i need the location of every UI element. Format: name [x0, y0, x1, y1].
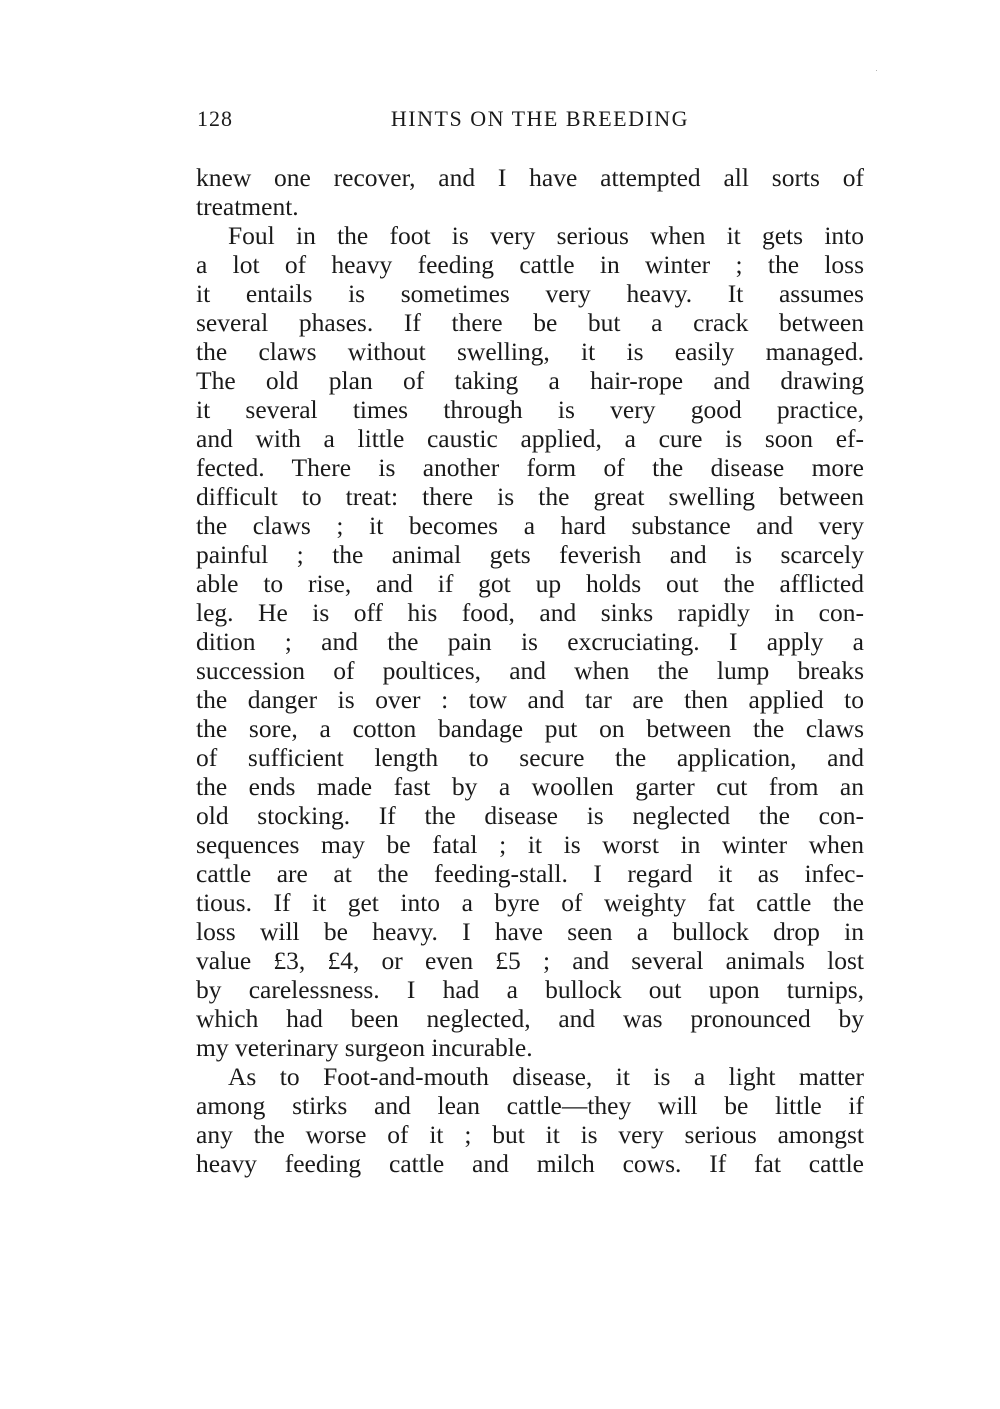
text-line: the claws without swelling, it is easily managed. — [196, 337, 864, 366]
text-line: dition ; and the pain is excruciating. I apply a — [196, 627, 864, 656]
text-line: succession of poultices, and when the lump breaks — [196, 656, 864, 685]
text-line: tious. If it get into a byre of weighty fat cattle the — [196, 888, 864, 917]
text-line: the claws ; it becomes a hard substance and very — [196, 511, 864, 540]
paragraph — [196, 163, 864, 221]
text-line: the sore, a cotton bandage put on between the claws — [196, 714, 864, 743]
text-line: treatment. — [196, 192, 299, 221]
paragraph — [196, 221, 864, 1062]
text-line: several phases. If there be but a crack between — [196, 308, 864, 337]
text-line: leg. He is off his food, and sinks rapidly in con- — [196, 598, 864, 627]
text-line: As to Foot-and-mouth disease, it is a light matter — [228, 1062, 864, 1091]
text-line: knew one recover, and I have attempted all sorts of — [196, 163, 864, 192]
page-header — [197, 106, 863, 136]
text-line: among stirks and lean cattle—they will be little if — [196, 1091, 864, 1120]
text-line: value £3, £4, or even £5 ; and several animals lost — [196, 946, 864, 975]
text-line: the ends made fast by a woollen garter cut from an — [196, 772, 864, 801]
text-line: heavy feeding cattle and milch cows. If fat cattle — [196, 1149, 864, 1178]
text-line: and with a little caustic applied, a cure is soon ef- — [196, 424, 864, 453]
text-line: loss will be heavy. I have seen a bullock drop in — [196, 917, 864, 946]
text-line: fected. There is another form of the disease more — [196, 453, 864, 482]
paragraph — [196, 1062, 864, 1178]
text-line: cattle are at the feeding-stall. I regard it as infec- — [196, 859, 864, 888]
text-line: any the worse of it ; but it is very serious amongst — [196, 1120, 864, 1149]
page-number: 128 — [197, 106, 233, 131]
text-line: Foul in the foot is very serious when it gets into — [228, 221, 864, 250]
body-text — [196, 163, 864, 1178]
text-line: difficult to treat: there is the great swelling between — [196, 482, 864, 511]
text-line: The old plan of taking a hair-rope and drawing — [196, 366, 864, 395]
text-line: it entails is sometimes very heavy. It assumes — [196, 279, 864, 308]
text-line: my veterinary surgeon incurable. — [196, 1033, 533, 1062]
scan-speck — [876, 70, 877, 71]
text-line: of sufficient length to secure the application, and — [196, 743, 864, 772]
text-line: painful ; the animal gets feverish and is scarcely — [196, 540, 864, 569]
text-line: sequences may be fatal ; it is worst in winter when — [196, 830, 864, 859]
text-line: able to rise, and if got up holds out the afflicted — [196, 569, 864, 598]
text-line: which had been neglected, and was pronounced by — [196, 1004, 864, 1033]
running-head: HINTS ON THE BREEDING — [390, 106, 690, 131]
text-line: by carelessness. I had a bullock out upon turnips, — [196, 975, 864, 1004]
text-line: a lot of heavy feeding cattle in winter ; the loss — [196, 250, 864, 279]
text-line: old stocking. If the disease is neglected the con- — [196, 801, 864, 830]
text-line: it several times through is very good practice, — [196, 395, 864, 424]
text-line: the danger is over : tow and tar are then applied to — [196, 685, 864, 714]
